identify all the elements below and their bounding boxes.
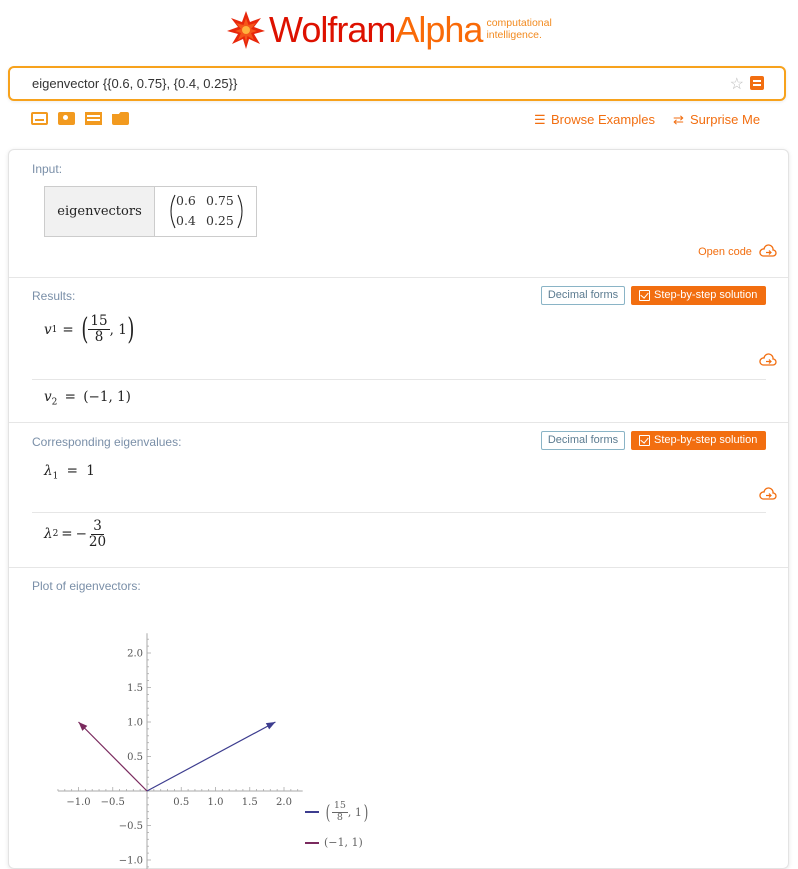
- step-by-step-label: Step-by-step solution: [654, 434, 758, 446]
- input-matrix: [155, 187, 256, 236]
- surprise-me-link[interactable]: [673, 112, 760, 128]
- y-tick-label: −0.5: [118, 821, 143, 832]
- fraction: [88, 314, 109, 345]
- input-interpretation-table: [44, 186, 257, 237]
- results-pod: [9, 278, 788, 423]
- x-tick-label: 2.0: [276, 797, 292, 808]
- checkbox-icon: [639, 290, 650, 301]
- x-tick-label: −0.5: [100, 797, 125, 808]
- input-tools: [31, 112, 129, 125]
- results-card: [8, 149, 789, 869]
- component: 1: [118, 321, 127, 338]
- legend-label: (−1, 1): [324, 836, 363, 849]
- equals-sign: =: [61, 526, 73, 543]
- cloud-icon: [760, 245, 776, 257]
- pod-title: Input:: [32, 162, 63, 176]
- subscript: 1: [51, 324, 58, 335]
- matrix-cell: 0.4: [176, 213, 196, 228]
- numerator: 3: [93, 518, 102, 534]
- var-v: v: [44, 321, 52, 338]
- divider: [32, 379, 766, 380]
- surprise-me-label: Surprise Me: [690, 112, 761, 127]
- numerator: 15: [333, 800, 346, 812]
- step-by-step-label: Step-by-step solution: [654, 289, 758, 301]
- y-tick-label: 2.0: [127, 648, 143, 660]
- paren-right: ): [127, 312, 135, 347]
- eigenvalue-2: [44, 519, 108, 550]
- browse-examples-link[interactable]: [534, 112, 655, 128]
- folder-icon[interactable]: [112, 112, 129, 125]
- browse-examples-label: Browse Examples: [551, 112, 656, 127]
- wolframalpha-logo[interactable]: [226, 10, 552, 50]
- minus-sign: −: [75, 526, 87, 543]
- search-bar[interactable]: [8, 66, 786, 101]
- legend-item-v1: [305, 800, 370, 824]
- y-tick-label: 1.0: [127, 717, 143, 729]
- var-lambda: λ: [44, 463, 53, 479]
- tagline-line1: computational: [486, 17, 552, 29]
- menu-icon: ☰: [534, 112, 546, 127]
- eigenvalue-value: 1: [86, 463, 95, 479]
- paren-right: ): [363, 800, 369, 824]
- result-v2: [44, 389, 131, 408]
- search-input[interactable]: eigenvector {{0.6, 0.75}, {0.4, 0.25}}: [32, 76, 238, 91]
- arrowhead-1: [266, 722, 276, 729]
- matrix-cell: 0.25: [206, 213, 234, 228]
- star-icon[interactable]: ☆: [729, 76, 744, 93]
- camera-icon[interactable]: [58, 112, 75, 125]
- keyboard-icon[interactable]: [31, 112, 48, 125]
- subscript: 1: [52, 471, 59, 482]
- result-v1: [44, 312, 137, 347]
- x-tick-label: 1.0: [207, 797, 224, 808]
- logo-alpha-text: Alpha: [395, 9, 483, 50]
- x-tick-label: 0.5: [173, 797, 190, 808]
- input-pod: [9, 150, 788, 278]
- fraction: [332, 801, 348, 823]
- plot-pod: [9, 568, 788, 868]
- x-tick-label: −1.0: [66, 797, 91, 808]
- table-icon[interactable]: [85, 112, 102, 125]
- denominator: 8: [336, 811, 343, 823]
- pod-title: Results:: [32, 289, 76, 303]
- vector-value: (−1, 1): [83, 389, 131, 405]
- equals-sign: =: [66, 463, 78, 479]
- paren-left: (: [325, 800, 331, 824]
- equals-sign: =: [62, 321, 74, 338]
- eigenvalues-pod: [9, 423, 788, 568]
- open-code-link[interactable]: [698, 245, 776, 258]
- fraction: [87, 519, 108, 550]
- legend-swatch: [305, 811, 319, 813]
- logo-wolfram-text: Wolfram: [269, 9, 396, 50]
- comma: ,: [347, 805, 355, 819]
- component: 1: [354, 805, 362, 819]
- step-by-step-button[interactable]: [631, 286, 766, 305]
- subscript: 2: [51, 397, 58, 408]
- input-header: eigenvectors: [45, 187, 155, 236]
- spikey-logo-icon: [226, 10, 266, 50]
- divider: [32, 512, 766, 513]
- legend-swatch: [305, 842, 319, 844]
- comma: ,: [109, 321, 119, 338]
- paren-left: (: [81, 312, 89, 347]
- var-v: v: [44, 389, 52, 405]
- matrix-cell: 0.75: [206, 193, 234, 208]
- eigenvector-arrow-1: [147, 722, 275, 791]
- pod-title: Plot of eigenvectors:: [32, 579, 141, 593]
- compute-icon[interactable]: [750, 76, 764, 90]
- share-icon[interactable]: [760, 354, 776, 366]
- logo-tagline: [486, 17, 551, 41]
- legend-item-v2: [305, 836, 363, 849]
- numerator: 15: [90, 313, 108, 330]
- shuffle-icon: ⇄: [673, 112, 684, 127]
- var-lambda: λ: [44, 526, 53, 543]
- denominator: 20: [88, 533, 107, 550]
- equals-sign: =: [64, 389, 76, 405]
- subscript: 2: [52, 529, 59, 540]
- y-tick-label: 0.5: [127, 752, 143, 763]
- decimal-forms-button[interactable]: Decimal forms: [541, 286, 625, 305]
- y-tick-label: 1.5: [127, 683, 143, 694]
- tagline-line2: intelligence.: [486, 29, 542, 41]
- y-tick-label: −1.0: [118, 855, 143, 867]
- denominator: 8: [94, 329, 104, 345]
- step-by-step-button[interactable]: [631, 431, 766, 450]
- eigenvalue-1: [44, 463, 95, 482]
- decimal-forms-button[interactable]: Decimal forms: [541, 431, 625, 450]
- matrix-cell: 0.6: [176, 193, 196, 208]
- pod-title: Corresponding eigenvalues:: [32, 435, 182, 449]
- checkbox-icon: [639, 435, 650, 446]
- share-icon[interactable]: [760, 488, 776, 500]
- x-tick-label: 1.5: [241, 797, 258, 808]
- open-code-label: Open code: [698, 246, 752, 258]
